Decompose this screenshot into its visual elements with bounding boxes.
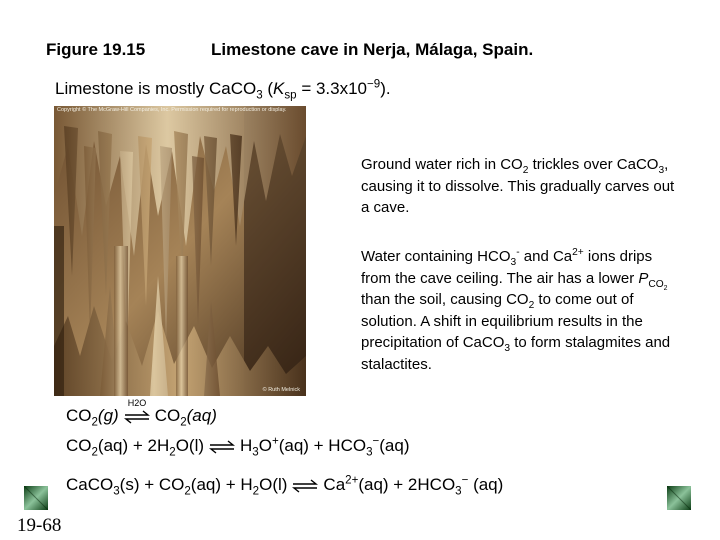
next-slide-icon[interactable]	[667, 486, 691, 510]
figure-title: Limestone cave in Nerja, Málaga, Spain.	[211, 40, 534, 59]
page-number: 19-68	[17, 515, 62, 536]
figure-number: Figure 19.15	[46, 40, 146, 59]
arrow-label-h2o: H2O	[127, 397, 147, 408]
equilibrium-arrow-icon	[290, 477, 320, 495]
photo-credit: © Ruth Melnick	[262, 387, 300, 393]
subtitle: Limestone is mostly CaCO$_3$ $(K_{sp} = 3.3x10^{-9})$.	[55, 78, 391, 102]
equilibrium-arrow-icon	[207, 438, 237, 456]
paragraph-stalactite-formation: Water containing $HCO_3^-$ and $Ca^{2+}$ ions drips from the cave ceiling. The air has a lower $P_{CO_2}$ than the soil, causing $CO_2$ to come out of solution. A shift in equilibrium results in the precipitation of CaCO$_3$ to form stalagmites and stalactites.	[361, 247, 671, 373]
equation-co2-dissolution: $CO_2(g)$ H2O $CO_2(aq)$	[66, 397, 217, 429]
photo-copyright: Copyright © The McGraw-Hill Companies, Inc. Permission required for reproduction or display.	[57, 107, 287, 113]
previous-slide-icon[interactable]	[24, 486, 48, 510]
equation-carbonic-acid: $CO_2(aq) + 2H_2O(l) H_3O^+(aq) + HCO_3^-(aq)$	[66, 435, 410, 459]
cave-photo	[54, 106, 306, 396]
paragraph-cave-formation: Ground water rich in $CO_2$ trickles over CaCO$_3$, causing it to dissolve. This gradually carves out a cave.	[361, 156, 675, 216]
equation-calcium-carbonate: CaCO$_3$(s) + $CO_2(aq) + H_2O(l) Ca^{2+}(aq) + 2HCO_3^-$ (aq)	[66, 474, 504, 498]
cave-illustration	[54, 106, 306, 396]
equilibrium-arrow-icon	[122, 397, 152, 426]
